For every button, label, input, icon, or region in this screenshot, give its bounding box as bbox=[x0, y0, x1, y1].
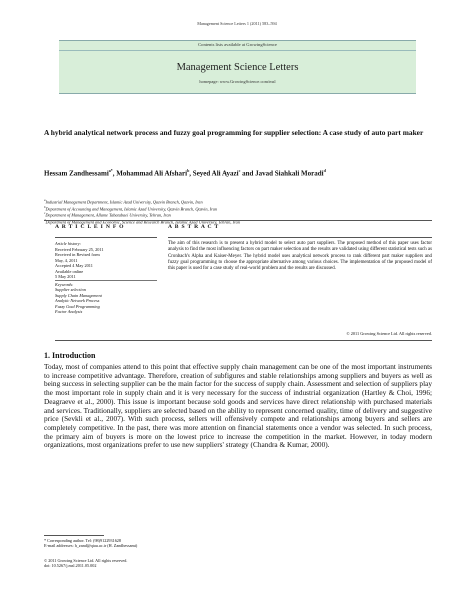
doi[interactable]: doi: 10.5267/j.msl.2011.05.002 bbox=[44, 563, 97, 569]
corresponding-author: * Corresponding author. Tel: (98)9122931628 bbox=[44, 538, 121, 543]
contents-line: Contents lists available at GrowingScience bbox=[198, 42, 277, 47]
keyword-item: Analytic Network Process bbox=[55, 298, 100, 304]
divider bbox=[168, 237, 432, 238]
journal-title: Management Science Letters bbox=[176, 62, 299, 73]
journal-banner bbox=[59, 40, 416, 94]
journal-homepage[interactable]: homepage: www.GrowingScience.com/msl bbox=[199, 79, 276, 84]
affiliation-item: $^a$Industrial Management Department, Islamic Azad University, Qazvin Branch, Qazvin, Iran bbox=[44, 198, 203, 205]
affiliation-item: Department of Management and Economic, Science and Research Branch, Islamic Azad University, Tehran, Iran bbox=[45, 219, 240, 225]
journal-citation-line: Management Science Letters 1 (2011) 583–594 bbox=[197, 21, 277, 26]
author-name: Seyed Ali Ayazi bbox=[192, 169, 239, 178]
author-name: Mohammad Ali Afshari bbox=[116, 169, 188, 178]
page-footer bbox=[44, 558, 344, 569]
article-info-header: A R T I C L E I N F O bbox=[55, 224, 125, 230]
history-item: 5 May 2011 bbox=[55, 274, 76, 279]
abstract-text: The aim of this research is to present a hybrid model to select auto part suppliers. The proposed method of this paper uses factor analysis to find the most influencing factors on part maker selection and the results are validated using different statistical tests such as Cronbach's Alpha and Kaiser-Meyer. The hybrid model uses analytical network process to rank different part maker suppliers and fuzzy goal programming to choose the appropriate alternative among various choices. The implementation of the proposed model of this paper is used for a case study of real-world problem and the results are discussed. bbox=[168, 241, 432, 272]
section-heading: 1. Introduction bbox=[44, 351, 96, 360]
keyword-item: Fuzzy Goal Programming bbox=[55, 303, 100, 309]
author-affiliation-mark: c bbox=[238, 168, 241, 173]
affiliation-item: $^b$Department of Accounting and Management, Islamic Azad University, Qazvin Branch, Qazvin, Iran bbox=[44, 204, 218, 212]
author-affiliation-mark: b bbox=[187, 168, 190, 173]
history-item: May, 4, 2011 bbox=[55, 257, 78, 263]
history-item: Received February 25, 2011 bbox=[55, 246, 104, 252]
history-item: Received in Revised form bbox=[55, 252, 100, 257]
footnote-divider bbox=[44, 535, 104, 536]
divider bbox=[44, 220, 432, 221]
divider bbox=[55, 237, 157, 238]
keyword-item: Factor Analysis bbox=[55, 309, 83, 315]
affiliation-item: $^c$Department of Management, Allame Tabatabaei University, Tehran, Iran bbox=[44, 211, 171, 218]
paper-title: A hybrid analytical network process and fuzzy goal programming for supplier selection: A case study of auto part maker bbox=[44, 128, 424, 137]
introduction-paragraph: Today, most of companies attend to this point that effective supply chain management can be one of the most important instruments to increase competitive advantage. Therefore, creation of subfigures and stable relationships among suppliers and buyers as well as being success in selecting supplier can be the main factor for the success of supply chain. Assessment and selection of suppliers play the most important role in supply chain and it is very necessary for the success of industrial organization (Hartley & Choi, 1996; Deagraeve et al., 2000). This issue is important because sold goods and services have direct relationship with purchased materials and services. Traditionally, suppliers are selected based on the ability to represent concerned quality, time of delivery and suggestive price (Sevkli et al., 2007). With such process, sellers will offensively compete and relationships among buyers and sellers are completely competitive. In the past, there was more attention on financial statements once a vendor was selected. In such process, the primary aim of buyers is more on the lowest price to increase the competition in the market. However, in today modern organizations, most organizations prefer to use new suppliers' strategy (Chandra & Kumar, 2000). bbox=[44, 362, 432, 450]
divider bbox=[55, 340, 432, 341]
footer-copyright: © 2011 Growing Science Ltd. All rights reserved. bbox=[44, 558, 128, 563]
abstract-header: A B S T R A C T bbox=[168, 224, 220, 230]
history-item: Available online bbox=[55, 268, 84, 274]
article-info bbox=[55, 241, 157, 315]
footnote bbox=[44, 538, 344, 549]
history-item: Accepted 4 May 2011 bbox=[55, 263, 93, 268]
author-affiliation-mark: d bbox=[323, 168, 326, 173]
history-label: Article history: bbox=[55, 241, 82, 246]
banner-divider bbox=[59, 50, 416, 51]
author-name: Hessam Zandhessami bbox=[44, 169, 109, 178]
author-name: Javad Siahkali Moradi bbox=[255, 169, 324, 178]
author-email[interactable]: E-mail addresses: h_zand@qiau.ac.ir (H. Zandhessami) bbox=[44, 543, 138, 549]
author-list: Hessam Zandhessami$^{a*}$, Mohammad Ali Afshari$^b$, Seyed Ali Ayazi$^c$ and Javad Siahkali Moradi$^d$ bbox=[44, 168, 326, 178]
keywords-label: Keywords: bbox=[55, 281, 74, 287]
abstract-copyright: © 2011 Growing Science Ltd. All rights reserved. bbox=[346, 331, 432, 336]
keyword-item: Supplier selection bbox=[55, 287, 86, 293]
keyword-item: Supply Chain Management bbox=[55, 292, 102, 298]
author-affiliation-mark: a* bbox=[108, 168, 113, 173]
